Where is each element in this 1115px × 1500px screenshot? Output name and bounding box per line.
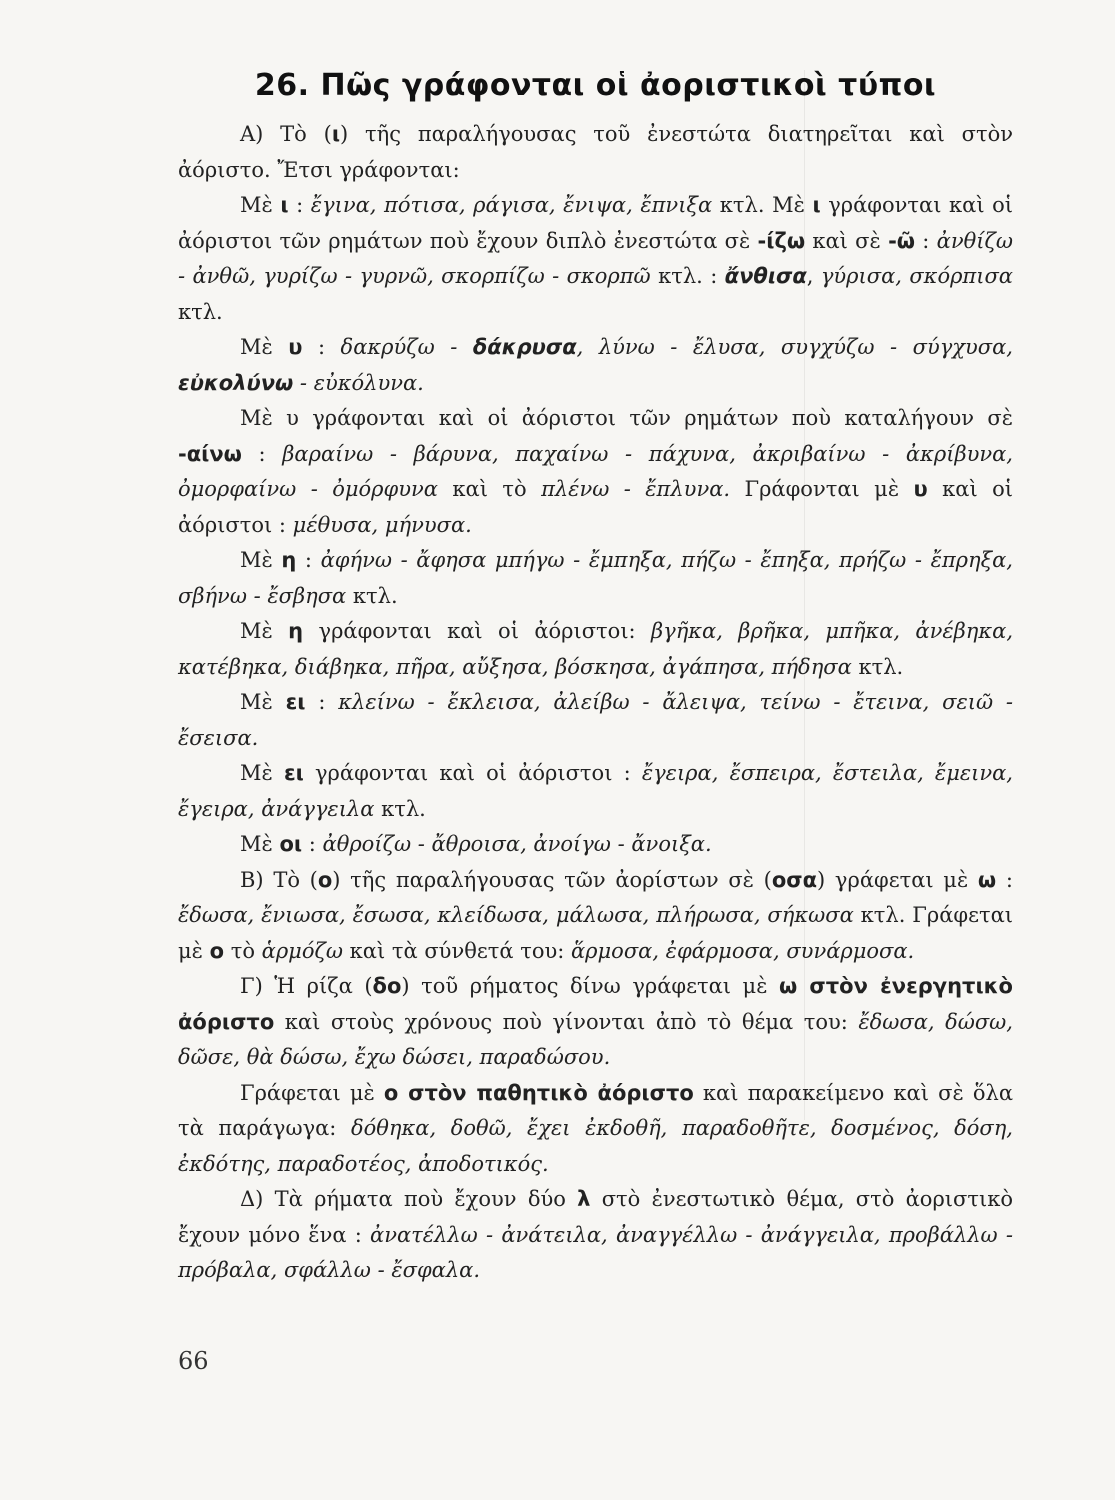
text-segment: ) γράφεται μὲ: [817, 867, 978, 892]
text-segment: καὶ οἱ ἀόριστοι :: [178, 477, 1013, 537]
text-segment: δακρύζω -: [340, 335, 473, 359]
paragraph: [178, 543, 1013, 614]
text-segment: ἄνθισα: [724, 264, 807, 288]
paragraph: [178, 863, 1013, 970]
text-segment: ἀφήνω - ἄφησα μπήγω - ἔμπηξα, πήζω - ἔπηξα, πρήζω - ἔπρηξα, σβήνω - ἔσβησα: [178, 548, 1013, 608]
text-segment: ἔγειρα, ἔσπειρα, ἔστειλα, ἔμεινα, ἔγειρα, ἀνάγγειλα: [178, 761, 1013, 821]
text-segment: η: [288, 619, 304, 643]
paragraph: [178, 330, 1013, 401]
text-segment: κτλ. Γράφεται μὲ: [178, 903, 1013, 963]
text-segment: κτλ. Μὲ: [712, 193, 813, 217]
paragraph: [178, 1182, 1013, 1289]
paragraph: [178, 969, 1013, 1076]
paragraph: [178, 188, 1013, 330]
text-segment: οσα: [771, 867, 818, 892]
text-segment: η: [281, 548, 297, 572]
text-segment: δόθηκα, δοθῶ, ἔχει ἐκδοθῆ, παραδοθῆτε, δοσμένος, δόση, ἐκδότης, παραδοτέος, ἀποδοτικός.: [178, 1116, 1013, 1176]
text-segment: καὶ τὸ: [437, 477, 542, 501]
text-segment: Μὲ: [240, 690, 286, 714]
page-number: 66: [178, 1347, 209, 1375]
text-segment: πλένω - ἔπλυνα.: [541, 477, 731, 501]
text-segment: -ίζω: [757, 228, 806, 253]
paragraph: [178, 117, 1013, 188]
text-segment: Γράφονται μὲ: [730, 477, 914, 501]
text-segment: :: [288, 193, 311, 217]
text-segment: Μὲ υ γράφονται καὶ οἱ ἀόριστοι τῶν ρημάτων ποὺ καταλήγουν σὲ: [240, 406, 1013, 430]
text-segment: καὶ στοὺς χρόνους ποὺ γίνονται ἀπὸ τὸ θέμα του:: [274, 1009, 859, 1034]
text-segment: Δ) Τὰ ρήματα ποὺ ἔχουν δύο: [240, 1187, 578, 1211]
text-segment: ) τῆς παραλήγουσας τοῦ ἐνεστώτα διατηρεῖται καὶ στὸν ἀόριστο. Ἔτσι γράφονται:: [178, 122, 1013, 182]
text-segment: :: [241, 441, 283, 466]
text-body: [178, 117, 1013, 1289]
text-segment: ἔδωσα, ἔνιωσα, ἔσωσα, κλείδωσα, μάλωσα, πλήρωσα, σήκωσα: [178, 903, 854, 927]
text-segment: Β) Τὸ (: [240, 867, 318, 892]
text-segment: λ: [577, 1187, 591, 1211]
text-segment: υ: [913, 477, 928, 501]
text-segment: μέθυσα, μήνυσα.: [292, 512, 472, 537]
text-segment: καὶ παρακείμενο καὶ σὲ ὅλα τὰ παράγωγα:: [178, 1080, 1013, 1140]
text-segment: ι: [280, 193, 289, 217]
text-segment: -αίνω: [178, 441, 242, 466]
text-segment: :: [296, 548, 321, 572]
text-segment: ἀνατέλλω - ἀνάτειλα, ἀναγγέλλω - ἀνάγγειλα, προβάλλω - πρόβαλα, σφάλλω - ἔσφαλα.: [178, 1222, 1013, 1282]
text-segment: οι: [279, 832, 303, 856]
text-segment: ἅρμοσα, ἐφάρμοσα, συνάρμοσα.: [571, 938, 915, 963]
paragraph: [178, 827, 1013, 863]
text-segment: ο στὸν παθητικὸ ἀόριστο: [383, 1080, 694, 1105]
text-segment: ω: [977, 867, 997, 892]
text-segment: βγῆκα, βρῆκα, μπῆκα, ἀνέβηκα, κατέβηκα, διάβηκα, πῆρα, αὔξησα, βόσκησα, ἀγάπησα, πήδησα: [178, 619, 1013, 679]
paragraph: [178, 401, 1013, 543]
text-segment: ) τῆς παραλήγουσας τῶν ἀορίστων σὲ (: [332, 867, 772, 892]
text-segment: - εὐκόλυνα.: [293, 370, 424, 395]
text-segment: Γράφεται μὲ: [240, 1080, 384, 1105]
text-segment: γράφονται καὶ οἱ ἀόριστοι :: [303, 761, 642, 785]
paragraph: [178, 614, 1013, 685]
text-segment: ἔγινα, πότισα, ράγισα, ἔνιψα, ἔπνιξα: [310, 193, 713, 217]
text-segment: :: [996, 867, 1013, 892]
text-segment: ἀθροίζω - ἄθροισα, ἀνοίγω - ἄνοιξα.: [322, 832, 712, 856]
text-segment: ο: [317, 867, 333, 892]
text-segment: ι: [812, 193, 821, 217]
text-segment: τὸ: [224, 938, 262, 963]
text-segment: Μὲ: [240, 761, 284, 785]
text-segment: δάκρυσα: [472, 335, 577, 359]
text-segment: γύρισα, σκόρπισα: [820, 264, 1013, 288]
text-segment: ἔδωσα, δώσω, δῶσε, θὰ δώσω, ἔχω δώσει, παραδώσου.: [178, 1009, 1013, 1069]
text-segment: κτλ.: [374, 796, 426, 821]
text-segment: βαραίνω - βάρυνα, παχαίνω - πάχυνα, ἀκριβαίνω - ἀκρίβυνα, ὀμορφαίνω - ὀμόρφυνα: [178, 441, 1013, 501]
text-segment: -ῶ: [888, 228, 916, 253]
text-segment: Μὲ: [240, 619, 289, 643]
text-segment: καὶ σὲ: [805, 228, 889, 253]
text-segment: υ: [288, 335, 303, 359]
text-segment: :: [302, 832, 323, 856]
text-segment: ἀνθίζω - ἀνθῶ, γυρίζω - γυρνῶ, σκορπίζω - σκορπῶ: [178, 228, 1013, 288]
text-segment: δο: [372, 974, 402, 998]
text-segment: Μὲ: [240, 548, 282, 572]
page-title: 26. Πῶς γράφονται οἱ ἀοριστικοὶ τύποι: [254, 68, 937, 103]
text-segment: κτλ. :: [650, 264, 725, 288]
text-segment: ἁρμόζω: [261, 938, 343, 963]
text-segment: κτλ.: [178, 299, 223, 324]
text-segment: :: [302, 335, 341, 359]
text-segment: Μὲ: [240, 832, 280, 856]
text-segment: ει: [283, 761, 304, 785]
text-segment: , λύνω - ἔλυσα, συγχύζω - σύγχυσα,: [576, 335, 1013, 359]
text-segment: ι: [331, 122, 341, 146]
text-segment: ω στὸν ἐνεργητικὸ ἀόριστο: [178, 974, 1013, 1034]
paragraph: [178, 1076, 1013, 1183]
text-segment: ει: [285, 690, 306, 714]
paragraph: [178, 685, 1013, 756]
text-segment: Μὲ: [240, 335, 289, 359]
text-segment: κτλ.: [851, 654, 904, 679]
text-segment: Γ) Ἡ ρίζα (: [240, 974, 373, 998]
text-segment: κτλ.: [346, 583, 398, 608]
text-segment: εὐκολύνω: [178, 370, 294, 395]
text-segment: :: [305, 690, 339, 714]
text-segment: γράφονται καὶ οἱ ἀόριστοι:: [303, 619, 652, 643]
text-segment: κλείνω - ἔκλεισα, ἀλείβω - ἄλειψα, τείνω - ἔτεινα, σειῶ - ἔσεισα.: [178, 690, 1013, 750]
text-segment: Μὲ: [240, 193, 281, 217]
paragraph: [178, 756, 1013, 827]
text-segment: Α) Τὸ (: [240, 122, 332, 146]
text-segment: γράφονται καὶ οἱ ἀόριστοι τῶν ρημάτων ποὺ ἔχουν διπλὸ ἐνεστώτα σὲ: [178, 193, 1014, 253]
text-segment: :: [915, 228, 937, 253]
text-segment: ο: [209, 938, 225, 963]
text-segment: καὶ τὰ σύνθετά του:: [342, 938, 571, 963]
text-segment: ) τοῦ ρήματος δίνω γράφεται μὲ: [401, 974, 779, 998]
page-body: [178, 68, 1013, 1289]
text-segment: στὸ ἐνεστωτικὸ θέμα, στὸ ἀοριστικὸ ἔχουν μόνο ἕνα :: [178, 1187, 1013, 1247]
text-segment: ,: [806, 264, 821, 288]
